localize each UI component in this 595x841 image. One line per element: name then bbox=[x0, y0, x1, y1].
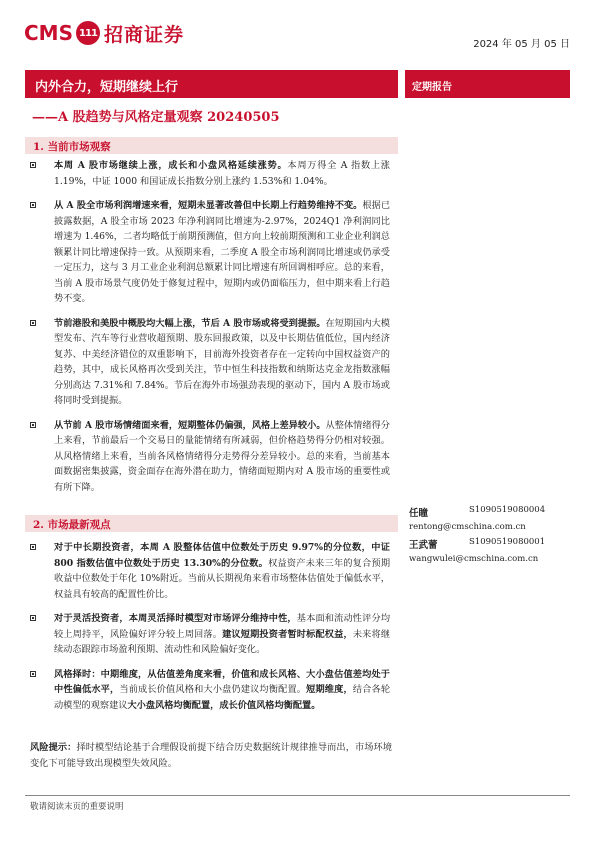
analyst-cert: S1090519080001 bbox=[469, 537, 546, 547]
report-date: 2024 年 05 月 05 日 bbox=[473, 39, 570, 50]
checkbox-bullet-icon bbox=[30, 162, 36, 168]
analyst-entry bbox=[409, 537, 574, 564]
risk-label: 风险提示： bbox=[30, 742, 77, 753]
report-type-banner bbox=[405, 70, 570, 98]
footer-note: 敬请阅读末页的重要说明 bbox=[30, 802, 124, 812]
checkbox-bullet-icon bbox=[30, 422, 36, 428]
section-2-bullets bbox=[30, 540, 390, 722]
checkbox-bullet-icon bbox=[30, 615, 36, 621]
footer-divider bbox=[25, 795, 570, 796]
analyst-email[interactable]: wangwulei@cmschina.com.cn bbox=[409, 554, 539, 564]
section-header-market-observation bbox=[25, 137, 398, 154]
analyst-email[interactable]: rentong@cmschina.com.cn bbox=[409, 522, 526, 532]
report-type-label: 定期报告 bbox=[412, 82, 452, 93]
logo-chinese-name: 招商证券 bbox=[103, 23, 184, 46]
analyst-cert: S1090519080004 bbox=[469, 505, 546, 515]
report-title: 内外合力，短期继续上行 bbox=[35, 80, 179, 95]
risk-warning bbox=[30, 740, 392, 772]
checkbox-bullet-icon bbox=[30, 544, 36, 550]
report-subtitle: ——A 股趋势与风格定量观察 20240505 bbox=[32, 110, 280, 125]
logo-text: CMS bbox=[24, 21, 73, 45]
bullet-item: 对于灵活投资者，本周灵活择时模型对市场评分维持中性，基本面和流动性评分均较上周持平，风险偏好评分较上周回落。建议短期投资者暂时标配权益，未来将继续动态跟踪市场盈利预期、流动性和风险偏好变化。 bbox=[30, 611, 390, 658]
checkbox-bullet-icon bbox=[30, 671, 36, 677]
bullet-item: 本周 A 股市场继续上涨，成长和小盘风格延续涨势。本周万得全 A 指数上涨 1.19%，中证 1000 和国证成长指数分别上涨约 1.53%和 1.04%。 bbox=[30, 158, 390, 189]
analyst-name: 任瞳 bbox=[409, 508, 429, 519]
title-banner bbox=[25, 70, 398, 98]
section-title: 2. 市场最新观点 bbox=[33, 519, 111, 531]
analyst-panel bbox=[409, 505, 574, 569]
analyst-entry bbox=[409, 505, 574, 532]
section-title: 1. 当前市场观察 bbox=[33, 141, 111, 153]
checkbox-bullet-icon bbox=[30, 320, 36, 326]
checkbox-bullet-icon bbox=[30, 202, 36, 208]
analyst-name: 王武蕾 bbox=[409, 540, 438, 551]
bullet-item: 风格择时：中期维度，从估值差角度来看，价值和成长风格、大小盘估值差均处于中性偏低水平，当前成长价值风格和大小盘仍建议均衡配置。短期维度，结合各轮动模型的观察建议大小盘风格均衡配置，成长价值风格均衡配置。 bbox=[30, 667, 390, 714]
logo-mark-icon: 111 bbox=[76, 21, 100, 45]
section-header-latest-views bbox=[25, 515, 398, 532]
bullet-item: 从节前 A 股市场情绪面来看，短期整体仍偏强，风格上差异较小。从整体情绪得分上来看，节前最后一个交易日的量能情绪有所减弱，但价格趋势得分仍相对较强。从风格情绪上来看，当前各风格情绪得分走势得分差异较小。总的来看，当前基本面数据密集披露，资金面存在海外潜在助力，情绪面短期内对 A 股市场的重要性或有所下降。 bbox=[30, 418, 390, 496]
risk-text: 择时模型结论基于合理假设前提下结合历史数据统计规律推导而出，市场环境变化下可能导致出现模型失效风险。 bbox=[30, 742, 393, 769]
section-1-bullets bbox=[30, 158, 390, 504]
bullet-item: 从 A 股全市场利润增速来看，短期未显著改善但中长期上行趋势维持不变。根据已披露数据，A 股全市场 2023 年净利润同比增速为-2.97%，2024Q1 净利润同比增速为 1.46%，二者均略低于前期预测值，但方向上较前期预测和工业企业利润总额累计同比增速保持一致。从预期来看，二季度 A 股全市场利润同比增速或仍承受一定压力，这与 3 月工业企业利润总额累计同比增速有所回调相呼应。总的来看，当前 A 股市场景气度仍处于修复过程中，短期内或仍面临压力，但中期来看上行趋势不变。 bbox=[30, 198, 390, 307]
company-logo bbox=[24, 20, 184, 46]
bullet-item: 节前港股和美股中概股均大幅上涨，节后 A 股市场或将受到提振。在短期国内大模型发布、汽车等行业营收超预期、股东回报政策，以及中长期估值低位，国内经济复苏、中美经济错位的双重影响下，目前海外投资者存在一定转向中国权益资产的趋势，其中，成长风格再次受到关注，节中恒生科技指数和纳斯达克金龙指数涨幅分别高达 7.31%和 7.84%。节后在海外市场强劲表现的驱动下，国内 A 股市场或将同时受到提振。 bbox=[30, 316, 390, 409]
bullet-item: 对于中长期投资者，本周 A 股整体估值中位数处于历史 9.97%的分位数，中证 800 指数估值中位数处于历史 13.30%的分位数。权益资产未来三年的复合预期收益中位数处于年化 10%附近。当前从长期视角来看市场整体估值处于偏低水平，权益具有较高的配置性价比。 bbox=[30, 540, 390, 602]
